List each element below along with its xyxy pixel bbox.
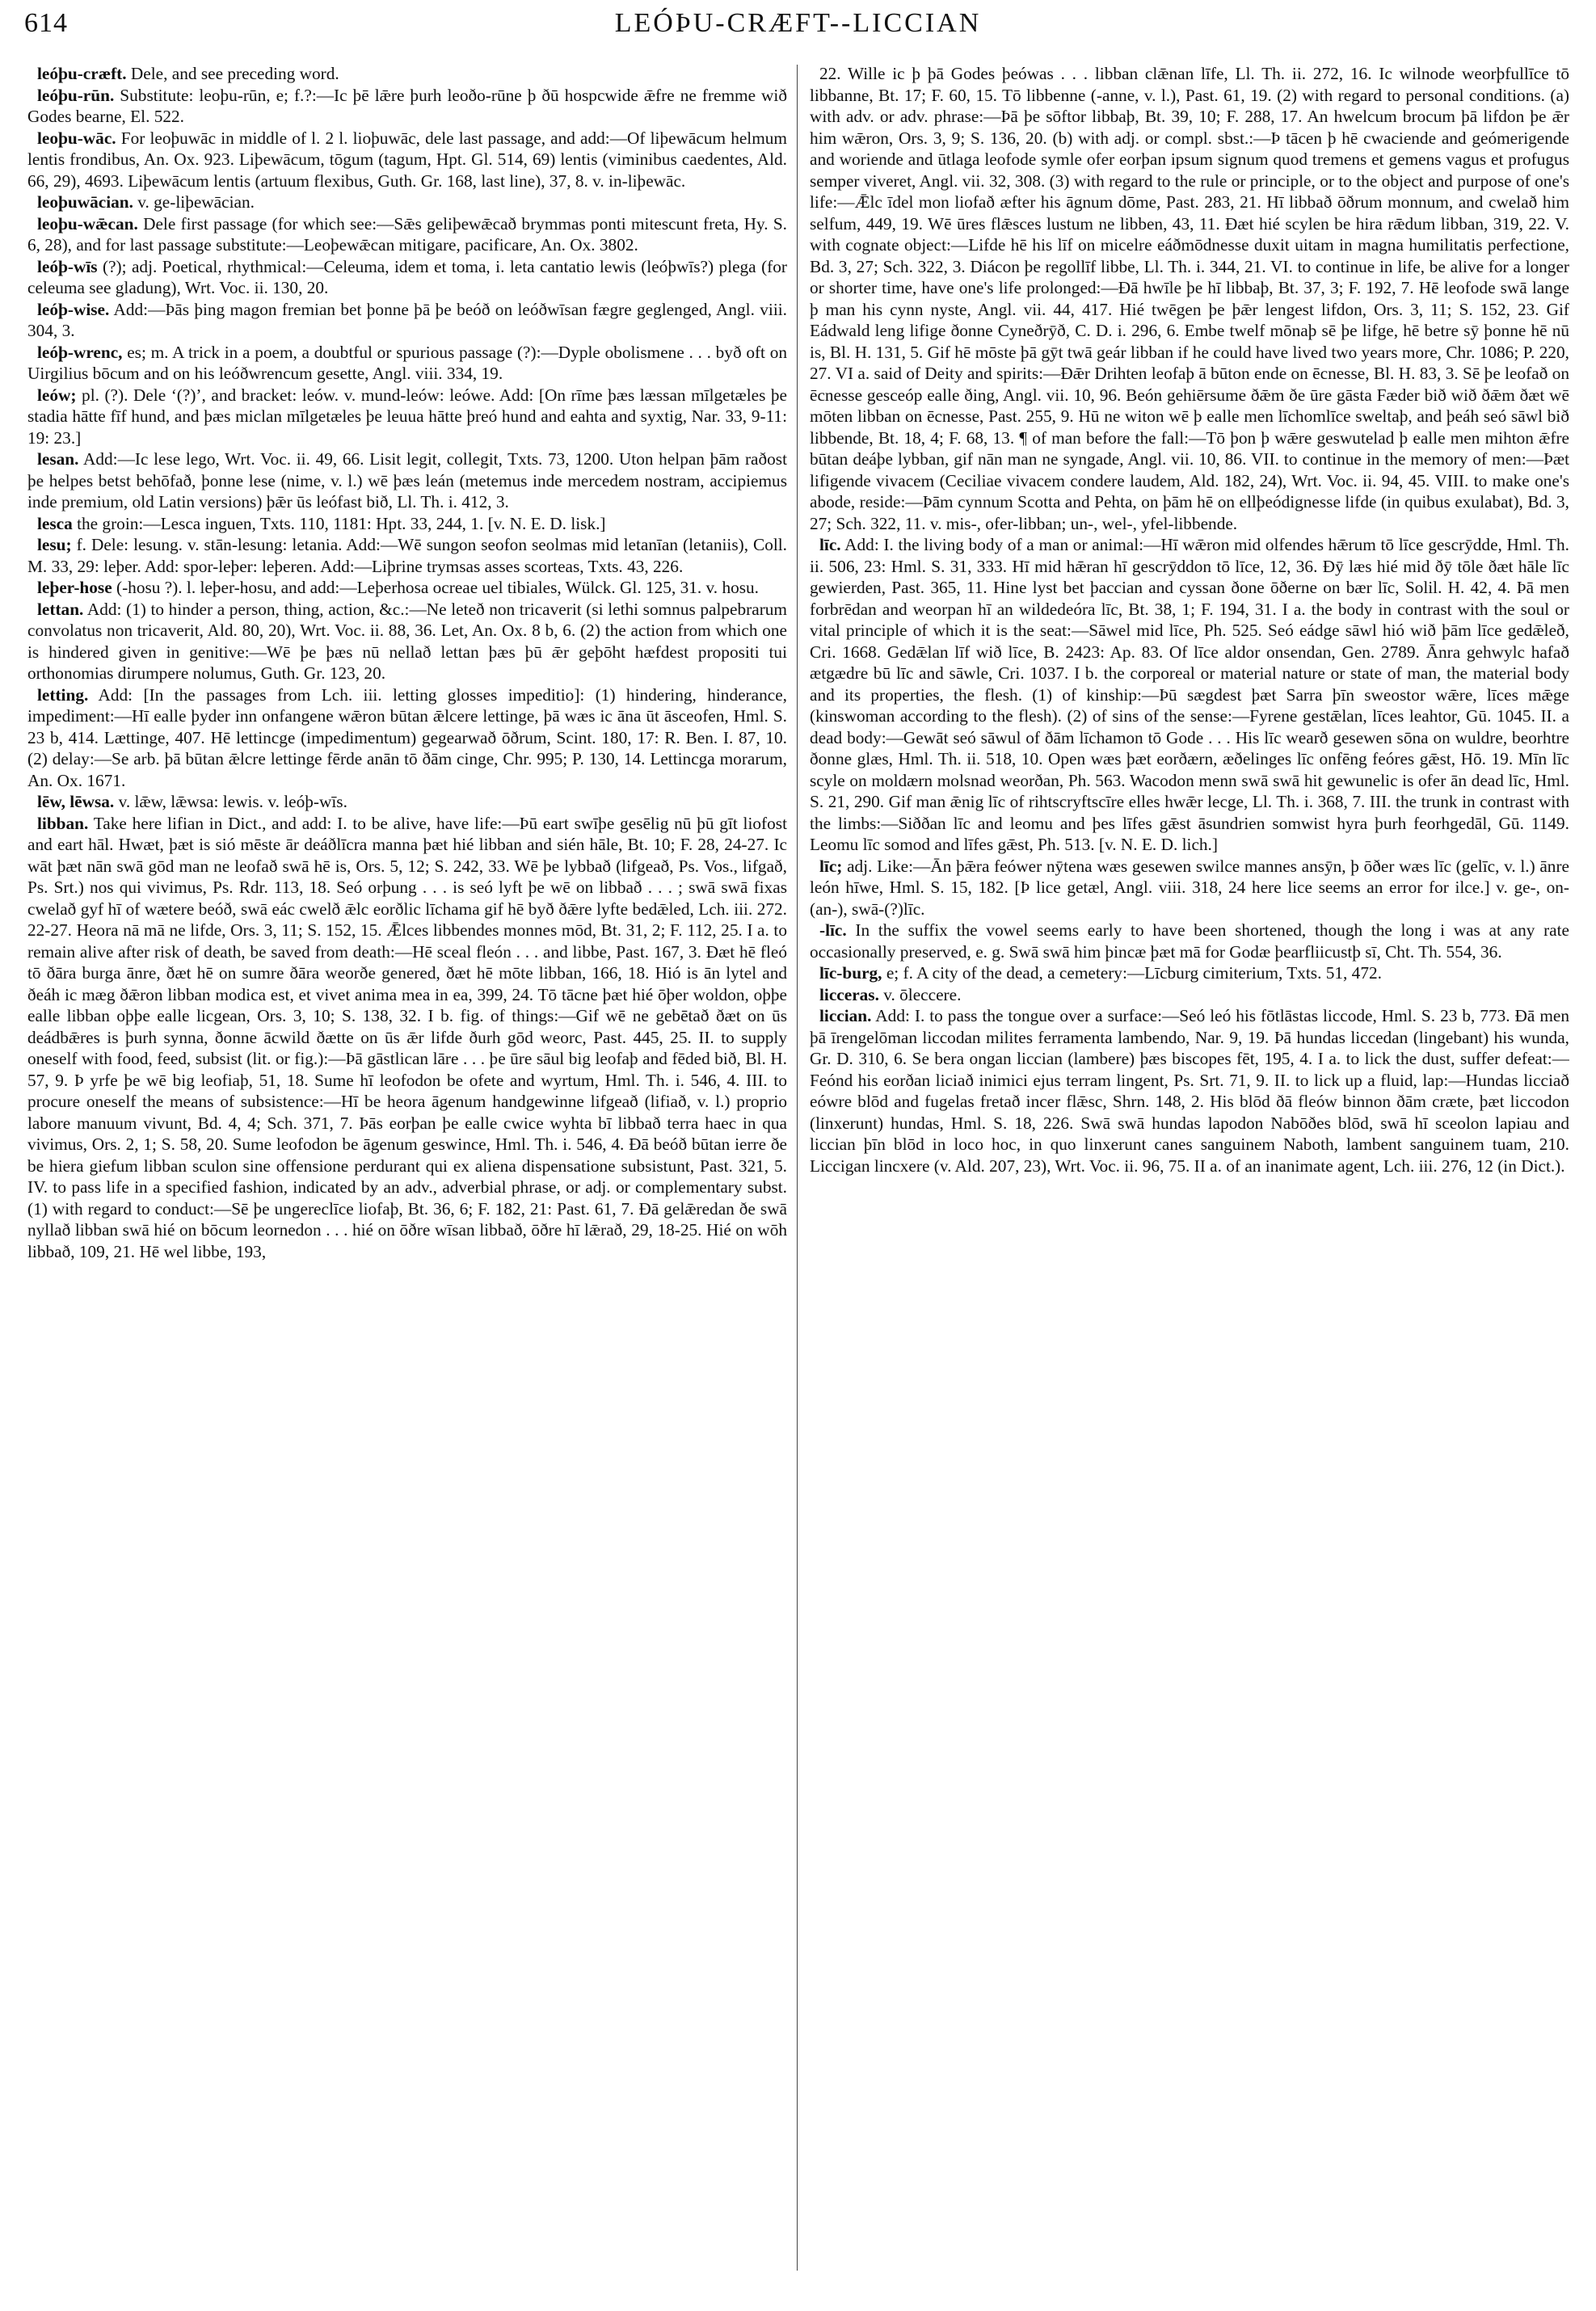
dictionary-entry [27,63,787,85]
dictionary-entry [27,813,787,1263]
dictionary-entry [27,128,787,192]
dictionary-entry [27,299,787,342]
entry-headword: līc-burg, [819,963,882,983]
dictionary-entry [27,599,787,684]
entry-headword: leóþ-wīs [37,256,98,276]
dictionary-entry [27,448,787,513]
entry-headword: liccian. [819,1006,872,1025]
entry-headword: lesu; [37,535,72,554]
entry-text: Dele, and see preceding word. [130,64,339,83]
dictionary-entry [27,342,787,385]
entry-headword: leóþ-wrenc, [37,342,123,362]
entry-text: e; f. A city of the dead, a cemetery:—Līcburg cimiterium, Txts. 51, 472. [886,963,1382,983]
entry-text: v. lǣw, lǣwsa: lewis. v. leóþ-wīs. [118,792,347,811]
entry-headword: lēw, lēwsa. [37,792,115,811]
dictionary-entry [27,385,787,449]
entry-text: (-hosu ?). l. leþer-hosu, and add:—Leþerhosa ocreae uel tibiales, Wülck. Gl. 125, 31. v. hosu. [116,578,760,597]
entry-headword: līc; [819,856,843,876]
entry-headword: letting. [37,684,89,705]
entry-headword: leóþu-cræft. [37,64,127,83]
entry-headword: leoþuwācian. [37,192,133,212]
entry-text: 22. Wille ic þ þā Godes þeówas . . . libban clǣnan līfe, Ll. Th. ii. 272, 16. Ic wilnode weorþfullīce tō libbanne, Bt. 17; F. 60, 15. Tō libbenne (-anne, v. l.), Past. 61, 19. (2) with regard to personal conditions. (a) with adv. or adv. phrase:—Þā þe sōftor libbaþ, Bt. 39, 10; F. 288, 17. An hwelcum brocum þā lifdon þe ǣr him wǣron, Ors. 3, 9; S. 136, 20. (b) with adj. or compl. sbst.:—Þ tācen þ hē cwaciende and geómerigende and woriende and ūtlaga leofode symle ofer eorþan ipsum signum quod tremens et gemens vagus et profugus semper viveret, Angl. vii. 32, 308. (3) with regard to the rule or principle, or to the object and purpose of one's life:—Ǣlc īdel mon liofað æfter his āgnum dōme, Past. 283, 21. Hī libbað ōðrum monnum, and cwelað him selfum, 449, 19. Wē ūres flǣsces lustum ne libben, 43, 11. Ðæt hié scylen be hira rǣdum libban, 319, 22. V. with cognate object:—Lifde hē his līf on micelre eáðmōdnesse duxit uitam in magna humilitatis perfectione, Bd. 3, 27; Sch. 322, 3. Diácon þe regollīf libbe, Ll. Th. i. 344, 21. VI. to continue in life, be alive for a longer or shorter time, have one's life prolonged:—Ðā hwīle þe hī libbaþ, Bt. 37, 3; F. 192, 7. Hē leofode swā lange þ man his cynn nyste, Angl. vii. 44, 417. Hié twēgen þe þǣr lengest lifdon, Ors. 3, 11; S. 152, 23. Gif Eádwald leng lifige ðonne Cyneðrȳð, C. D. i. 296, 6. Embe twelf mōnaþ sē þe lifge, hē betre sȳ þonne hē nū is, Bl. H. 131, 5. Gif hē mōste þā gȳt twā geár libban if he could have lived two years more, Chr. 1086; P. 220, 27. VI a. said of Deity and spirits:—Ðǣr Drihten leofaþ ā būton ende on ēcnesse, Bl. H. 83, 3. Sē þe leofað on ēcnesse gesceóp ealle ðing, Angl. vii. 10, 96. Beón gehiērsume ðǣm ðe ūre gāsta Fæder bið wið ðǣm ðæt wē mōten libban on ēcnesse, Past. 255, 9. Hū ne witon wē þ ealle men līchomlīce sweltaþ, and þeáh seó sāwl bið libbende, Bt. 18, 4; F. 68, 13. ¶ of man before the fall:—Tō þon þ wǣre geswutelad þ ealle men mihton ǣfre būtan deáþe lybban, gif nān man ne syngade, Angl. vii. 10, 86. VII. to continue in the memory of men:—Þæt lifigende vivacem (Ceciliae vivacem condere laudem, Ald. 182, 24), Wrt. Voc. ii. 94, 45. VIII. to make one's abode, reside:—Þām cynnum Scotta and Pehta, on þām hē on ellþeódignesse lifde (in quibus exulabat), Bd. 3, 27; Sch. 322, 11. v. mis-, ofer-libban; un-, wel-, yfel-libbende. [810,64,1569,533]
dictionary-entry [810,984,1569,1006]
entry-text: es; m. A trick in a poem, a doubtful or spurious passage (?):—Dyple obolismene . . . byð oft on Uirgilius bōcum and on his leóðwrencum gesette, Angl. viii. 334, 19. [27,342,787,383]
entry-headword: leoþu-wǣcan. [37,213,138,234]
entry-headword: leóþ-wise. [37,299,110,319]
dictionary-entry [27,256,787,299]
dictionary-entry [27,534,787,577]
right-column [810,63,1569,2277]
entry-text: Take here lifian in Dict., and add: I. to be alive, have life:—Þū eart swīþe gesēlig nū þū gīt liofost and eart hāl. Hwæt, þæt is sió mēste ār deáðlīcra manna þæt hié libban and sién hāle, Bt. 10; F. 28, 24-27. Ic wāt þæt nān swā gōd man ne leofað swā hē is, Ors. 5, 12; S. 242, 33. Wē þe lybbað (lifgeað, Ps. Vos., lifgað, Ps. Srt.) nos qui vivimus, Ps. Rdr. 113, 18. Seó orþung . . . is seó lyft þe wē on libbað . . . ; swā swā fixas cwelað gyf hī of wætere beóð, swā eác cwelð ǣlc eorðlic līchama gif hē byð ðǣre lyfte bedǣled, Lch. iii. 272. 22-27. Heora nā mā ne lifde, Ors. 3, 11; S. 152, 15. Ǣlces libbendes monnes mōd, Bt. 31, 2; F. 112, 25. I a. to remain alive after risk of death, be saved from death:—Hē sceal fleón . . . and libbe, Past. 167, 3. Ðæt hē fleó tō ðāra burga ānre, ðæt hē on sumre ðāra weorðe genered, ðæt hē mōte libban, 166, 18. Hió is ān lytel and ðeáh ic mæg ðǣron libban modica est, et vivet anima mea in ea, 399, 24. Tō tācne þæt hié ōþer woldon, oþþe ealle libban oþþe ealle licgean, Ors. 3, 10; S. 138, 32. I b. fig. of things:—Gif wē ne gebētað ðæt on ūs deádbǣres is þurh synna, ðonne ācwild ðætte on ūs ǣr lifde ðurh gōd weorc, Past. 445, 25. II. to supply oneself with food, feed, subsist (lit. or fig.):—Þā gāstlican lāre . . . þe ūre sāul big leofaþ and fēded bið, Bl. H. 57, 9. Þ yrfe þe wē big leofiaþ, 51, 18. Sume hī leofodon be ofete and wyrtum, Hml. Th. i. 546, 4. III. to procure oneself the means of subsistence:—Hī be heora āgenum handgewinne lifgeað (lifiað, v. l.) proprio labore manuum vivunt, Bd. 4, 4; Sch. 371, 7. Þās eorþan þe ealle cwice wyhta bī libbað terra haec in qua vivimus, Ors. 2, 1; S. 58, 20. Sume leofodon be āgenum geswince, Hml. Th. i. 546, 4. Ðā beóð būtan ierre ðe be hiera giefum libban sculon sine offensione perdurant qui ex aliena dispensatione subsistunt, Past. 321, 5. IV. to pass life in a specified fashion, indicated by an adv., adverbial phrase, or adj. or complementary subst. (1) with regard to conduct:—Sē þe ungereclīce liofaþ, Bt. 36, 6; F. 182, 21: Past. 61, 7. Ðā gelǣredan ðe swā nyllað libban swā hié on bōcum leornedon . . . hié on ōðre wīsan libbað, ōðre hī lǣrað, 29, 18-25. Hié on wōh libbað, 109, 21. Hē wel libbe, 193, [27,813,787,1261]
page-header [24,5,1572,44]
entry-headword: lettan. [37,599,84,619]
entry-text: v. ge-liþewācian. [137,192,255,212]
page-number: 614 [24,8,68,38]
dictionary-entry [810,920,1569,962]
dictionary-entry [27,192,787,213]
dictionary-entry [27,791,787,813]
dictionary-entry [810,1005,1569,1177]
entry-text: Add: I. to pass the tongue over a surface:—Seó leó his fōtlāstas liccode, Hml. S. 23 b, 773. Ðā men þā īrengelōman liccodan milites ferramenta lambendo, Nar. 9, 19. Þā hundas liccedan (lingebant) his wunda, Gr. D. 310, 6. Se bera ongan liccian (lambere) þæs biscopes fēt, 195, 4. I a. to lick the dust, suffer defeat:—Feónd his eorðan liciað inimici ejus terram lingent, Ps. Srt. 71, 9. II. to lick up a fluid, lap:—Hundas licciað eówre blōd and fugelas fretað incer flǣsc, Shrn. 148, 2. His blōd ðā fleów binnon ðām cræte, þæt liccodon (linxerunt) hundas, Hml. S. 18, 226. Swā swā hundas lapodon Nabōðes blōd, swā hī sceolon lapiau and liccian þīn blōd in loco hoc, in quo linxerunt canes sanguinem Naboth, lambent sanguinem tuam, 210. Liccigan lincxere (v. Ald. 207, 23), Wrt. Voc. ii. 96, 75. II a. of an inanimate agent, Lch. iii. 276, 12 (in Dict.). [810,1006,1569,1176]
entry-text: Add:—Þās þing magon fremian bet þonne þā þe beóð on leóðwīsan fægre geglenged, Angl. viii. 304, 3. [27,299,787,340]
entry-text: Add:—Ic lese lego, Wrt. Voc. ii. 49, 66. Lisit legit, collegit, Txts. 73, 1200. Uton helpan þām raðost þe helpes betst behōfað, þonne lese (nime, v. l.) wē þæs leán (metemus inde mercedem nostram, accipiemus inde premium, old Latin versions) þǣr ūs leófast bið, Ll. Th. i. 412, 3. [27,449,787,511]
entry-text: For leoþuwāc in middle of l. 2 l. lioþuwāc, dele last passage, and add:—Of liþewācum helmum lentis frondibus, An. Ox. 923. Liþewācum, tōgum (tagum, Hpt. Gl. 514, 69) lentis (viminibus caedentes, Ald. 66, 29), 4693. Liþewācum lentis (artuum flexibus, Guth. Gr. 168, last line), 37, 8. v. in-liþewāc. [27,128,787,191]
dictionary-entry [810,856,1569,920]
entry-text: Add: [In the passages from Lch. iii. letting glosses impeditio]: (1) hindering, hinderance, impediment:—Hī ealle þyder inn onfangene wǣron būtan ǣlcere lettinge, þā wæs ic āna ūt āsceofen, Hml. S. 23 b, 414. Lættinge, 407. Hē lettincge (impedimentum) gegearwað ōðrum, Scint. 180, 17: R. Ben. I. 87, 10. (2) delay:—Se arb. þā būtan ǣlcre lettinge fērde anān tō ðām cinge, Chr. 995; P. 130, 14. Lettincga morarum, An. Ox. 1671. [27,684,787,790]
entry-headword: lesan. [37,449,79,469]
entry-headword: leów; [37,385,77,405]
entry-headword: libban. [37,813,89,833]
entry-text: In the suffix the vowel seems early to have been shortened, though the long i was at any rate occasionally preserved, e. g. Swā swā him þincæ þæt mā for Godæ þearfliicustþ sī, Cht. Th. 554, 36. [810,920,1569,962]
entry-headword: lesca [37,513,73,533]
entry-text: the groin:—Lesca inguen, Txts. 110, 1181: Hpt. 33, 244, 1. [v. N. E. D. lisk.] [77,513,606,533]
dictionary-entry [27,684,787,792]
entry-text: v. ōleccere. [883,984,962,1004]
entry-headword: licceras. [819,984,879,1004]
entry-text: Dele first passage (for which see:—Sǣs geliþewǣcað brymmas ponti mitescunt freta, Hy. S. 6, 28), and for last passage substitute:—Leoþewǣcan mitigare, pacificare, An. Ox. 3802. [27,213,787,255]
entry-headword: leóþu-rūn. [37,85,115,105]
entry-text: Add: I. the living body of a man or animal:—Hī wǣron mid olfendes hǣrum tō līce gescrȳdde, Hml. Th. ii. 506, 23: Hml. S. 31, 333. Hī mid hǣran hī gescrȳddon tō līce, 12, 36. Ðȳ læs hié mid ðȳ tōle ðæt hāle līc gewierden, Past. 365, 11. Hine lyst bet þaccian and cyssan ðone ōðerne on bær līc, Solil. H. 42, 4. Þā men forbrēdan and weorpan hī an wildedeóra līc, Bt. 38, 1; F. 194, 31. I a. the body in contrast with the soul or vital principle of which it is the seat:—Sāwel mid līce, Ph. 525. Seó eádge sāwl hió wið þām līce gedǣleð, Cri. 1668. Gedǣlan līf wið līce, B. 2423: Ap. 83. Of līce aldor onsendan, Gen. 2789. Ānra gehwylc hafað ætgædre bū līc and sāwle, Cri. 1037. I b. the corporeal or material nature or state of man, the material body and its properties, the flesh. (1) of kinship:—Þū sægdest þæt Sarra þīn sweostor wǣre, līces mǣge (kinswoman according to the flesh). (2) of sins of the sense:—Fyrene gestǣlan, līces leahtor, Gū. 1045. II. a dead body:—Gewāt seó sāwul of ðām līchamon tō Gode . . . His līc wearð gesewen sōna on wuldre, beorhtre ðonne glæs, Hml. Th. ii. 518, 10. Open wæs þæt eorðærn, æðelinges līc onfēng feóres gǣst, Hō. 19. Mīn līc scyle on moldærn molsnad weorðan, Ph. 563. Wacodon menn swā swā hit gewunelic is ofer ān dead līc, Hml. S. 21, 290. Gif man ǣnig līc of rihtscryftscīre elles hwǣr lecge, Ll. Th. i. 368, 7. III. the trunk in contrast with the limbs:—Siððan līc and leomu and þes līfes gǣst āsundrien somwist hyra þurh feorhgedāl, Gū. 1149. Leomu līc somod and līfes gǣst, Ph. 513. [v. N. E. D. lich.] [810,535,1569,854]
dictionary-entry [810,962,1569,984]
entry-headword: -līc. [819,920,847,940]
column-divider [797,65,798,2271]
entry-headword: līc. [819,535,841,554]
dictionary-entry [27,577,787,599]
entry-text: Substitute: leoþu-rūn, e; f.?:—Ic þē lǣre þurh leoðo-rūne þ ðū hospcwide ǣfre ne fremme wið Godes bearne, El. 522. [27,85,787,126]
entry-headword: leoþu-wāc. [37,128,116,148]
entry-text: adj. Like:—Ān þǣra feówer nȳtena wæs gesewen swilce mannes ansȳn, þ ōðer wæs līc (gelīc, v. l.) ānre león hīwe, Hml. S. 15, 182. [Þ lice getæl, Angl. viii. 318, 24 here lice seems an error for ilce.] v. ge-, on- (an-), swā-(?)līc. [810,856,1569,919]
dictionary-entry [27,213,787,256]
left-column [27,63,787,2277]
dictionary-entry [27,513,787,535]
entry-text: f. Dele: lesung. v. stān-lesung: letania. Add:—Wē sungon seofon seolmas mid letanīan (letaniis), Coll. M. 33, 29: leþer. Add: spor-leþer: leþeren. Add:—Liþrine trymsas asses scorteas, Txts. 43, 226. [27,535,787,576]
dictionary-entry [810,534,1569,856]
entry-text: (?); adj. Poetical, rhythmical:—Celeuma, idem et toma, i. leta cantatio lewis (leóþwīs?) plega (for celeuma see gladung), Wrt. Voc. ii. 130, 20. [27,256,787,297]
entry-text: pl. (?). Dele ‘(?)’, and bracket: leów. v. mund-leów: leówe. Add: [On rīme þæs læssan mīlgetæles þe stadia hātte fīf hund, and þæs miclan mīlgetæles þe leuua hātte þreó hund and eahta and syxtig, Nar. 33, 9-11: 19: 23.] [27,385,787,448]
entry-headword: leþer-hose [37,578,112,597]
dictionary-entry [810,63,1569,534]
entry-text: Add: (1) to hinder a person, thing, action, &c.:—Ne leteð non tricaverit (si lethi somnus palpebrarum convolatus non tricaverit, Ald. 80, 20), Wrt. Voc. ii. 88, 36. Let, An. Ox. 8 b, 6. (2) the action from which one is hindered given in genitive:—Wē þe þæs nū nellað lettan þæs þū ǣr geþōht hæfdest propositi tui orthonomias dirumpere nolumus, Guth. Gr. 123, 20. [27,599,787,683]
dictionary-entry [27,85,787,128]
running-title: LEÓÞU-CRÆFT--LICCIAN [614,8,982,38]
